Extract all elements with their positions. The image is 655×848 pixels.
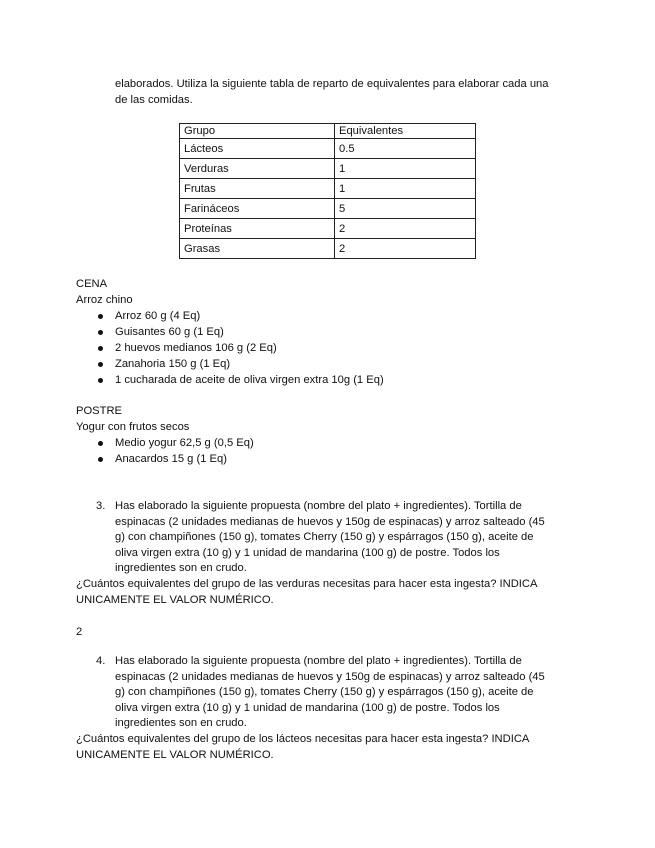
list-item: Zanahoria 150 g (1 Eq) <box>76 356 596 372</box>
question-line: Has elaborado la siguiente propuesta (nombre del plato + ingredientes). Tortilla de <box>115 655 522 667</box>
table-cell: Frutas <box>180 179 335 199</box>
question-body <box>76 654 586 732</box>
table-cell: 0.5 <box>335 139 476 159</box>
section-heading: POSTRE <box>76 405 123 417</box>
section-heading: CENA <box>76 278 108 290</box>
question-line: g) con champiñones (150 g), tomates Cherry (150 g) y espárragos (150 g), aceite de <box>115 686 534 699</box>
question-3 <box>76 499 586 608</box>
table-row <box>180 239 476 259</box>
dish-name: Arroz chino <box>76 294 133 306</box>
intro-line: de las comidas. <box>115 94 193 106</box>
cena-section <box>76 276 596 388</box>
question-prompt: ¿Cuántos equivalentes del grupo de las verduras necesitas para hacer esta ingesta? INDICA <box>76 577 538 590</box>
question-line: espinacas (2 unidades medianas de huevos y 150g de espinacas) y arroz salteado (45 <box>115 670 545 683</box>
question-line: g) con champiñones (150 g), tomates Cherry (150 g) y espárragos (150 g), aceite de <box>115 531 534 544</box>
question-prompt: ¿Cuántos equivalentes del grupo de los lácteos necesitas para hacer esta ingesta? INDICA <box>76 732 530 745</box>
table-cell: 1 <box>335 159 476 179</box>
table-header-row <box>180 124 476 139</box>
table-cell: Lácteos <box>180 139 335 159</box>
ingredient-list <box>76 435 596 467</box>
table-row <box>180 219 476 239</box>
list-item: Anacardos 15 g (1 Eq) <box>76 451 596 467</box>
table-row <box>180 159 476 179</box>
question-line: ingredientes son en crudo. <box>115 562 247 575</box>
question-body <box>76 499 586 577</box>
table-header-cell: Equivalentes <box>335 124 476 139</box>
table-cell: 2 <box>335 219 476 239</box>
ingredient-list <box>76 308 596 388</box>
question-prompt: UNICAMENTE EL VALOR NUMÉRICO. <box>76 748 274 761</box>
dish-name: Yogur con frutos secos <box>76 421 190 433</box>
table-cell: Verduras <box>180 159 335 179</box>
postre-section <box>76 403 596 467</box>
table-header-cell: Grupo <box>180 124 335 139</box>
table-cell: Proteínas <box>180 219 335 239</box>
list-item: Guisantes 60 g (1 Eq) <box>76 324 596 340</box>
intro-line: elaborados. Utiliza la siguiente tabla de reparto de equivalentes para elaborar cada una <box>115 78 549 90</box>
question-line: oliva virgen extra (10 g) y 1 unidad de mandarina (100 g) de postre. Todos los <box>115 546 500 559</box>
equivalents-table <box>179 123 476 259</box>
list-item: 2 huevos medianos 106 g (2 Eq) <box>76 340 596 356</box>
question-line: oliva virgen extra (10 g) y 1 unidad de mandarina (100 g) de postre. Todos los <box>115 701 500 714</box>
question-line: Has elaborado la siguiente propuesta (nombre del plato + ingredientes). Tortilla de <box>115 500 522 512</box>
table-row <box>180 199 476 219</box>
table-cell: Farináceos <box>180 199 335 219</box>
table-cell: 1 <box>335 179 476 199</box>
table-cell: 5 <box>335 199 476 219</box>
list-item: 1 cucharada de aceite de oliva virgen extra 10g (1 Eq) <box>76 372 596 388</box>
table-cell: Grasas <box>180 239 335 259</box>
question-line: ingredientes son en crudo. <box>115 717 247 730</box>
question-number: 4. <box>96 655 106 667</box>
table-row <box>180 179 476 199</box>
answer-value: 2 <box>76 626 83 638</box>
question-line: espinacas (2 unidades medianas de huevos y 150g de espinacas) y arroz salteado (45 <box>115 515 545 528</box>
list-item: Arroz 60 g (4 Eq) <box>76 308 596 324</box>
question-number: 3. <box>96 500 106 512</box>
table-cell: 2 <box>335 239 476 259</box>
table-row <box>180 139 476 159</box>
question-4 <box>76 654 586 763</box>
question-prompt: UNICAMENTE EL VALOR NUMÉRICO. <box>76 593 274 606</box>
list-item: Medio yogur 62,5 g (0,5 Eq) <box>76 435 596 451</box>
intro-paragraph <box>115 76 585 108</box>
